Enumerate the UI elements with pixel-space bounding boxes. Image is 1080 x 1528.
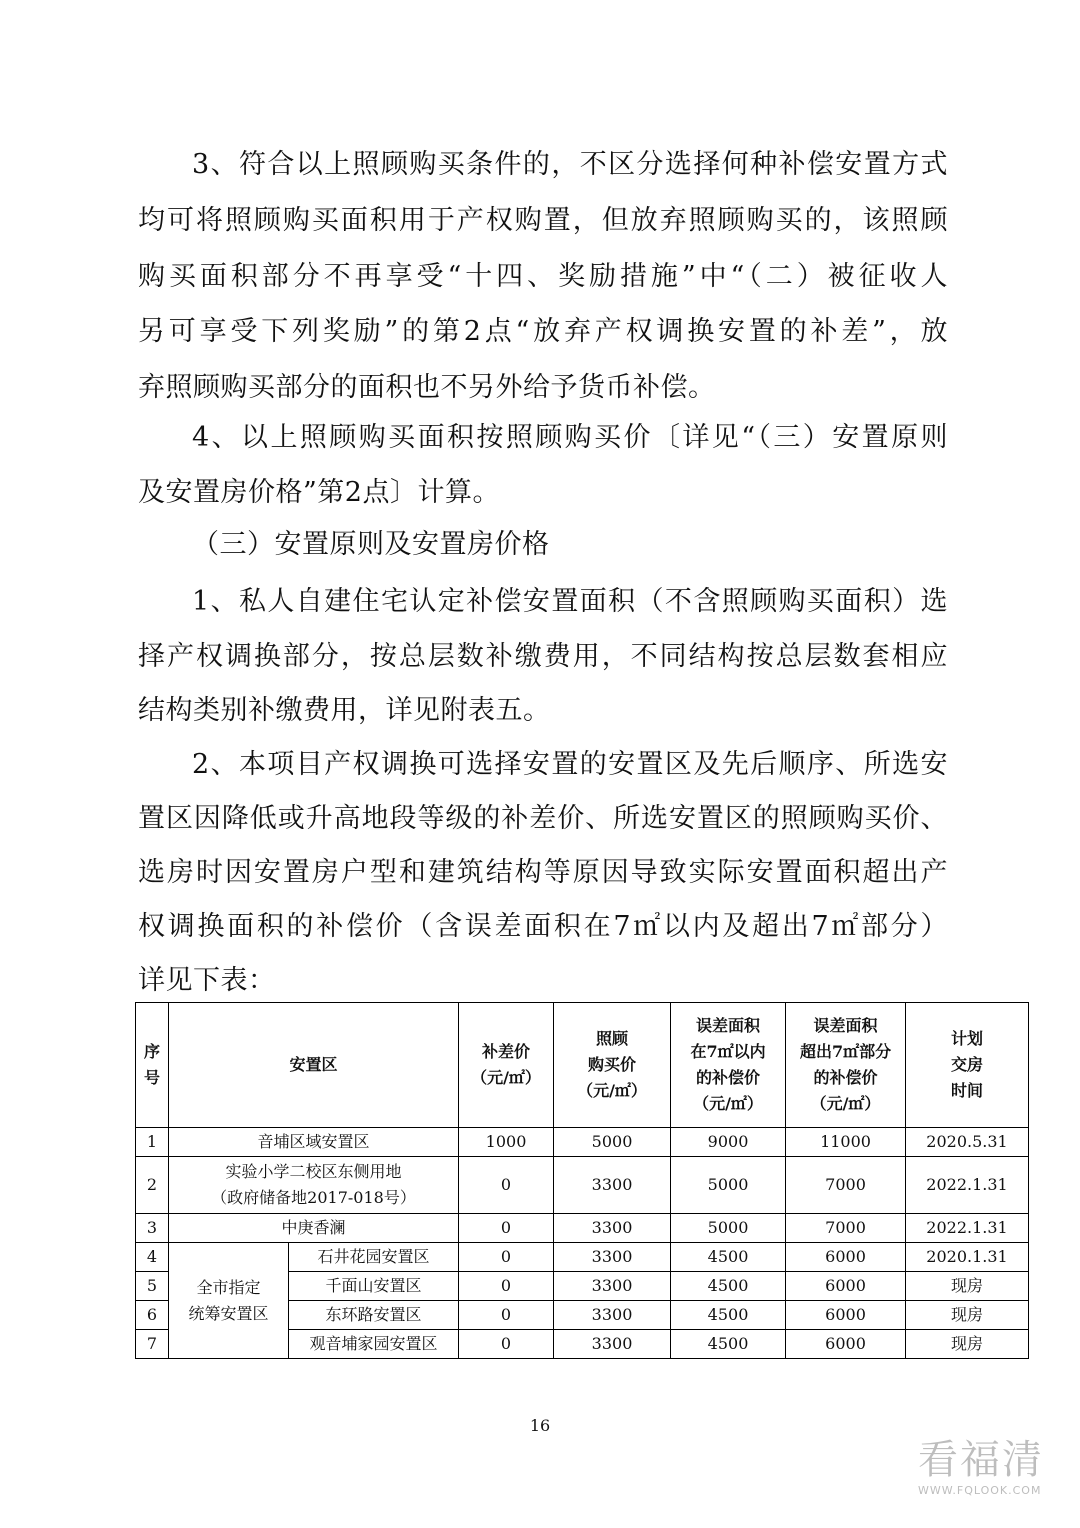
paragraph-line: 置区因降低或升高地段等级的补差价、所选安置区的照顾购买价、	[138, 803, 948, 834]
cell-area: 音埔区域安置区	[169, 1128, 459, 1157]
cell-over7-price: 7000	[786, 1157, 906, 1214]
site-watermark	[918, 1436, 1058, 1508]
table-row	[136, 1157, 1029, 1214]
paragraph-line: 权调换面积的补偿价（含误差面积在7㎡以内及超出7㎡部分）	[138, 911, 948, 942]
watermark-url: WWW.FQLOOK.COM	[918, 1484, 1042, 1497]
cell-area: 观音埔家园安置区	[289, 1330, 459, 1359]
cell-care-price: 3300	[554, 1330, 671, 1359]
cell-delivery-time: 2022.1.31	[906, 1157, 1029, 1214]
header-care-price: 照顾 购买价 （元/㎡）	[554, 1003, 671, 1128]
cell-care-price: 3300	[554, 1301, 671, 1330]
cell-over7-price: 6000	[786, 1330, 906, 1359]
cell-diff-price: 0	[459, 1214, 554, 1243]
cell-seq: 7	[136, 1330, 169, 1359]
cell-within7-price: 4500	[671, 1272, 786, 1301]
cell-within7-price: 9000	[671, 1128, 786, 1157]
table-header-row	[136, 1003, 1029, 1128]
section-heading: （三）安置原则及安置房价格	[192, 529, 550, 560]
cell-seq: 6	[136, 1301, 169, 1330]
cell-over7-price: 11000	[786, 1128, 906, 1157]
cell-over7-price: 6000	[786, 1243, 906, 1272]
cell-area: 东环路安置区	[289, 1301, 459, 1330]
cell-diff-price: 0	[459, 1330, 554, 1359]
cell-seq: 3	[136, 1214, 169, 1243]
cell-seq: 2	[136, 1157, 169, 1214]
cell-area: 中庚香澜	[169, 1214, 459, 1243]
cell-diff-price: 0	[459, 1243, 554, 1272]
header-area: 安置区	[169, 1003, 459, 1128]
cell-over7-price: 6000	[786, 1301, 906, 1330]
cell-area: 实验小学二校区东侧用地 （政府储备地2017-018号）	[169, 1157, 459, 1214]
cell-seq: 1	[136, 1128, 169, 1157]
watermark-logo-text: 看福清	[918, 1437, 1044, 1483]
cell-seq: 5	[136, 1272, 169, 1301]
table-row	[136, 1243, 1029, 1272]
cell-diff-price: 0	[459, 1272, 554, 1301]
cell-group-label: 全市指定 统筹安置区	[169, 1243, 289, 1359]
cell-within7-price: 5000	[671, 1157, 786, 1214]
cell-within7-price: 4500	[671, 1243, 786, 1272]
cell-delivery-time: 现房	[906, 1272, 1029, 1301]
compensation-table	[135, 1002, 1029, 1359]
paragraph-line: 弃照顾购买部分的面积也不另外给予货币补偿。	[138, 372, 716, 403]
paragraph-line: 及安置房价格”第2点〕计算。	[138, 477, 500, 508]
paragraph-line: 详见下表：	[138, 965, 276, 996]
cell-diff-price: 0	[459, 1157, 554, 1214]
cell-delivery-time: 2022.1.31	[906, 1214, 1029, 1243]
cell-delivery-time: 现房	[906, 1330, 1029, 1359]
cell-within7-price: 4500	[671, 1301, 786, 1330]
header-seq: 序 号	[136, 1003, 169, 1128]
cell-care-price: 3300	[554, 1157, 671, 1214]
paragraph-line: 购买面积部分不再享受“十四、奖励措施”中“（二）被征收人	[138, 261, 948, 292]
header-delivery-time: 计划 交房 时间	[906, 1003, 1029, 1128]
header-over7-price: 误差面积 超出7㎡部分 的补偿价 （元/㎡）	[786, 1003, 906, 1128]
cell-care-price: 3300	[554, 1272, 671, 1301]
paragraph-line: 4、以上照顾购买面积按照顾购买价〔详见“（三）安置原则	[192, 422, 948, 453]
cell-diff-price: 0	[459, 1301, 554, 1330]
cell-care-price: 3300	[554, 1243, 671, 1272]
cell-over7-price: 7000	[786, 1214, 906, 1243]
cell-care-price: 5000	[554, 1128, 671, 1157]
cell-care-price: 3300	[554, 1214, 671, 1243]
cell-area: 石井花园安置区	[289, 1243, 459, 1272]
paragraph-line: 另可享受下列奖励”的第2点“放弃产权调换安置的补差”，放	[138, 316, 948, 347]
cell-delivery-time: 现房	[906, 1301, 1029, 1330]
cell-within7-price: 5000	[671, 1214, 786, 1243]
cell-over7-price: 6000	[786, 1272, 906, 1301]
paragraph-line: 均可将照顾购买面积用于产权购置，但放弃照顾购买的，该照顾	[138, 205, 948, 236]
paragraph-line: 结构类别补缴费用，详见附表五。	[138, 695, 551, 726]
header-diff-price: 补差价 （元/㎡）	[459, 1003, 554, 1128]
paragraph-line: 2、本项目产权调换可选择安置的安置区及先后顺序、所选安	[192, 749, 948, 780]
paragraph-line: 择产权调换部分，按总层数补缴费用，不同结构按总层数套相应	[138, 641, 948, 672]
paragraph-line: 1、私人自建住宅认定补偿安置面积（不含照顾购买面积）选	[192, 586, 948, 617]
table-row	[136, 1214, 1029, 1243]
table-row	[136, 1128, 1029, 1157]
paragraph-line: 选房时因安置房户型和建筑结构等原因导致实际安置面积超出产	[138, 857, 948, 888]
paragraph-line: 3、符合以上照顾购买条件的，不区分选择何种补偿安置方式	[192, 149, 948, 180]
cell-area: 千面山安置区	[289, 1272, 459, 1301]
page-number: 16	[529, 1416, 551, 1435]
header-within7-price: 误差面积 在7㎡以内 的补偿价 （元/㎡）	[671, 1003, 786, 1128]
cell-diff-price: 1000	[459, 1128, 554, 1157]
cell-seq: 4	[136, 1243, 169, 1272]
cell-within7-price: 4500	[671, 1330, 786, 1359]
cell-delivery-time: 2020.1.31	[906, 1243, 1029, 1272]
cell-delivery-time: 2020.5.31	[906, 1128, 1029, 1157]
